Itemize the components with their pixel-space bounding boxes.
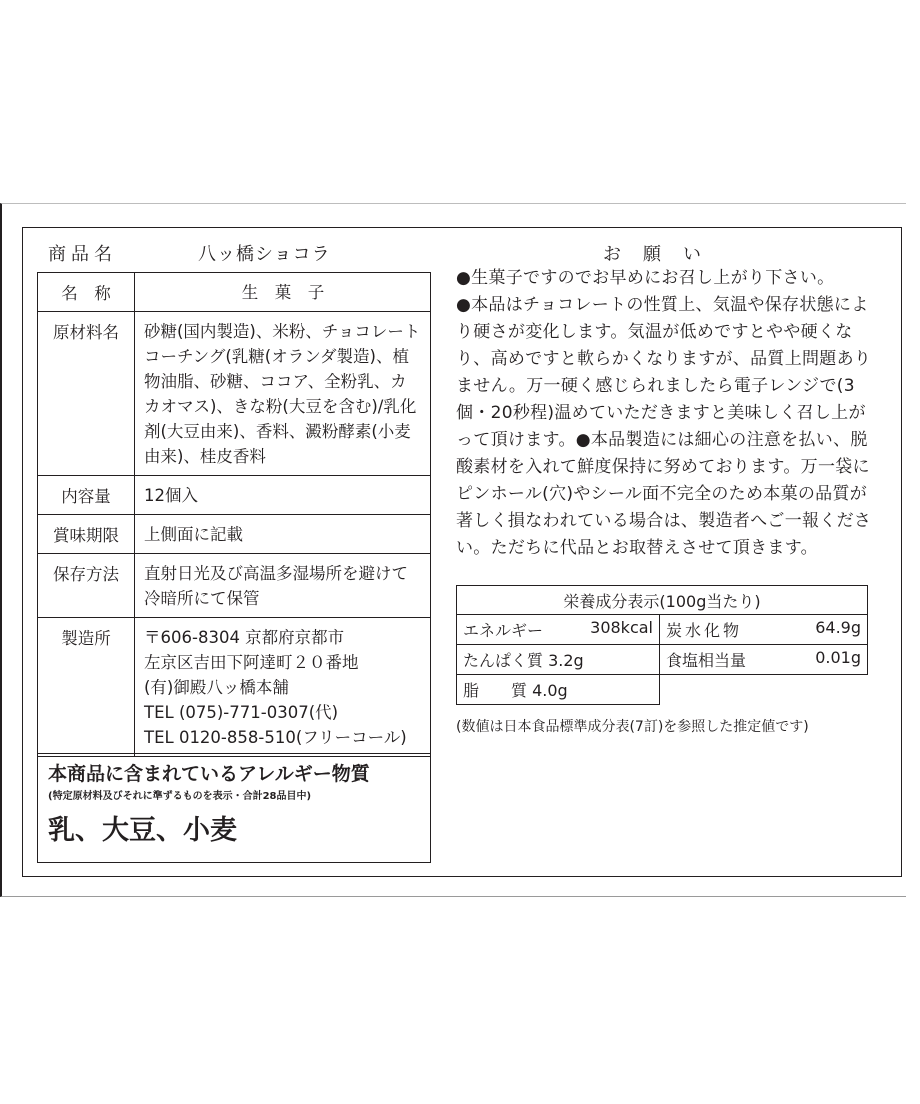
protein-value: 3.2g — [548, 651, 584, 670]
energy-label: エネルギー — [463, 621, 544, 640]
table-row — [457, 586, 868, 615]
table-row — [457, 615, 868, 645]
allergy-title: 本商品に含まれているアレルギー物質 — [48, 763, 370, 785]
fat-label: 脂 質 — [463, 681, 528, 700]
product-info-table — [37, 272, 431, 757]
carb-value: 64.9g — [815, 618, 861, 637]
expiry-label: 賞味期限 — [38, 515, 135, 554]
salt-label: 食塩相当量 — [666, 651, 747, 670]
carb-label: 炭水化物 — [666, 621, 743, 640]
fat-value: 4.0g — [532, 681, 568, 700]
maker-address-1: 〒606-8304 京都府京都市 — [144, 628, 345, 647]
notice-paragraph: ●本品はチョコレートの性質上、気温や保存状態により硬さが変化します。気温が低めですとやや硬くなり、高めですと軟らかくなりますが、品質上問題ありません。万一硬く感じられましたら電子レンジで(3個・20秒程)温めていただきますと美味しく召し上がって頂けます。●本品製造には細心の注意を払い、脱酸素材を入れて鮮度保持に努めております。万一袋にピンホール(穴)やシール面不完全のため本菓の品質が著しく損なわれている場合は、製造者へご一報ください。ただちに代品とお取替えさせて頂きます。 — [456, 295, 872, 558]
salt-value: 0.01g — [815, 648, 861, 667]
ingredients-label: 原材料名 — [38, 312, 135, 476]
notice-paragraph: ●生菓子ですのでお早めにお召し上がり下さい。 — [456, 268, 835, 288]
notice-text — [456, 265, 872, 562]
allergy-note: (特定原材料及びそれに準ずるものを表示・合計28品目中) — [48, 791, 312, 802]
table-row — [38, 554, 431, 618]
table-row — [38, 476, 431, 515]
ingredients-value: 砂糖(国内製造)、米粉、チョコレートコーチング(乳糖(オランダ製造)、植物油脂、砂糖、ココア、全粉乳、カカオマス)、きな粉(大豆を含む)/乳化剤(大豆由来)、香料、澱粉酵素(小麦由来)、桂皮香料 — [135, 312, 431, 476]
table-row — [457, 675, 868, 705]
name-label — [38, 273, 135, 312]
table-row — [38, 273, 431, 312]
product-name: 八ッ橋ショコラ — [198, 244, 331, 265]
name-value-text: 生 菓 子 — [241, 283, 325, 302]
table-row — [38, 618, 431, 757]
maker-tel: TEL (075)-771-0307(代) — [144, 703, 339, 722]
storage-label: 保存方法 — [38, 554, 135, 618]
table-row — [38, 515, 431, 554]
expiry-value: 上側面に記載 — [135, 515, 431, 554]
table-row — [38, 312, 431, 476]
storage-value: 直射日光及び高温多湿場所を避けて冷暗所にて保管 — [135, 554, 431, 618]
notice-title: お願い — [603, 244, 723, 265]
nutrition-table — [456, 585, 868, 705]
protein-cell — [457, 645, 660, 675]
fat-cell — [457, 675, 660, 705]
carb-cell — [660, 615, 868, 645]
table-row — [457, 645, 868, 675]
salt-cell — [660, 645, 868, 675]
name-label-text: 名 称 — [61, 284, 111, 303]
content-value: 12個入 — [135, 476, 431, 515]
product-name-label: 商品名 — [48, 244, 117, 265]
maker-freecall: TEL 0120-858-510(フリーコール) — [144, 728, 407, 747]
allergy-items: 乳、大豆、小麦 — [48, 815, 237, 846]
maker-address-2: 左京区吉田下阿達町２０番地 — [144, 653, 359, 672]
allergy-box — [37, 753, 431, 863]
maker-label: 製造所 — [38, 618, 135, 757]
empty-cell — [660, 675, 868, 705]
nutrition-title: 栄養成分表示(100g当たり) — [457, 586, 868, 615]
maker-company: (有)御殿八ッ橋本舗 — [144, 678, 289, 697]
maker-value — [135, 618, 431, 757]
protein-label: たんぱく質 — [463, 651, 544, 670]
energy-cell — [457, 615, 660, 645]
product-name-row — [48, 240, 331, 266]
energy-value: 308kcal — [590, 618, 653, 637]
name-value — [135, 273, 431, 312]
content-label: 内容量 — [38, 476, 135, 515]
nutrition-footnote: (数値は日本食品標準成分表(7訂)を参照した推定値です) — [456, 719, 809, 735]
